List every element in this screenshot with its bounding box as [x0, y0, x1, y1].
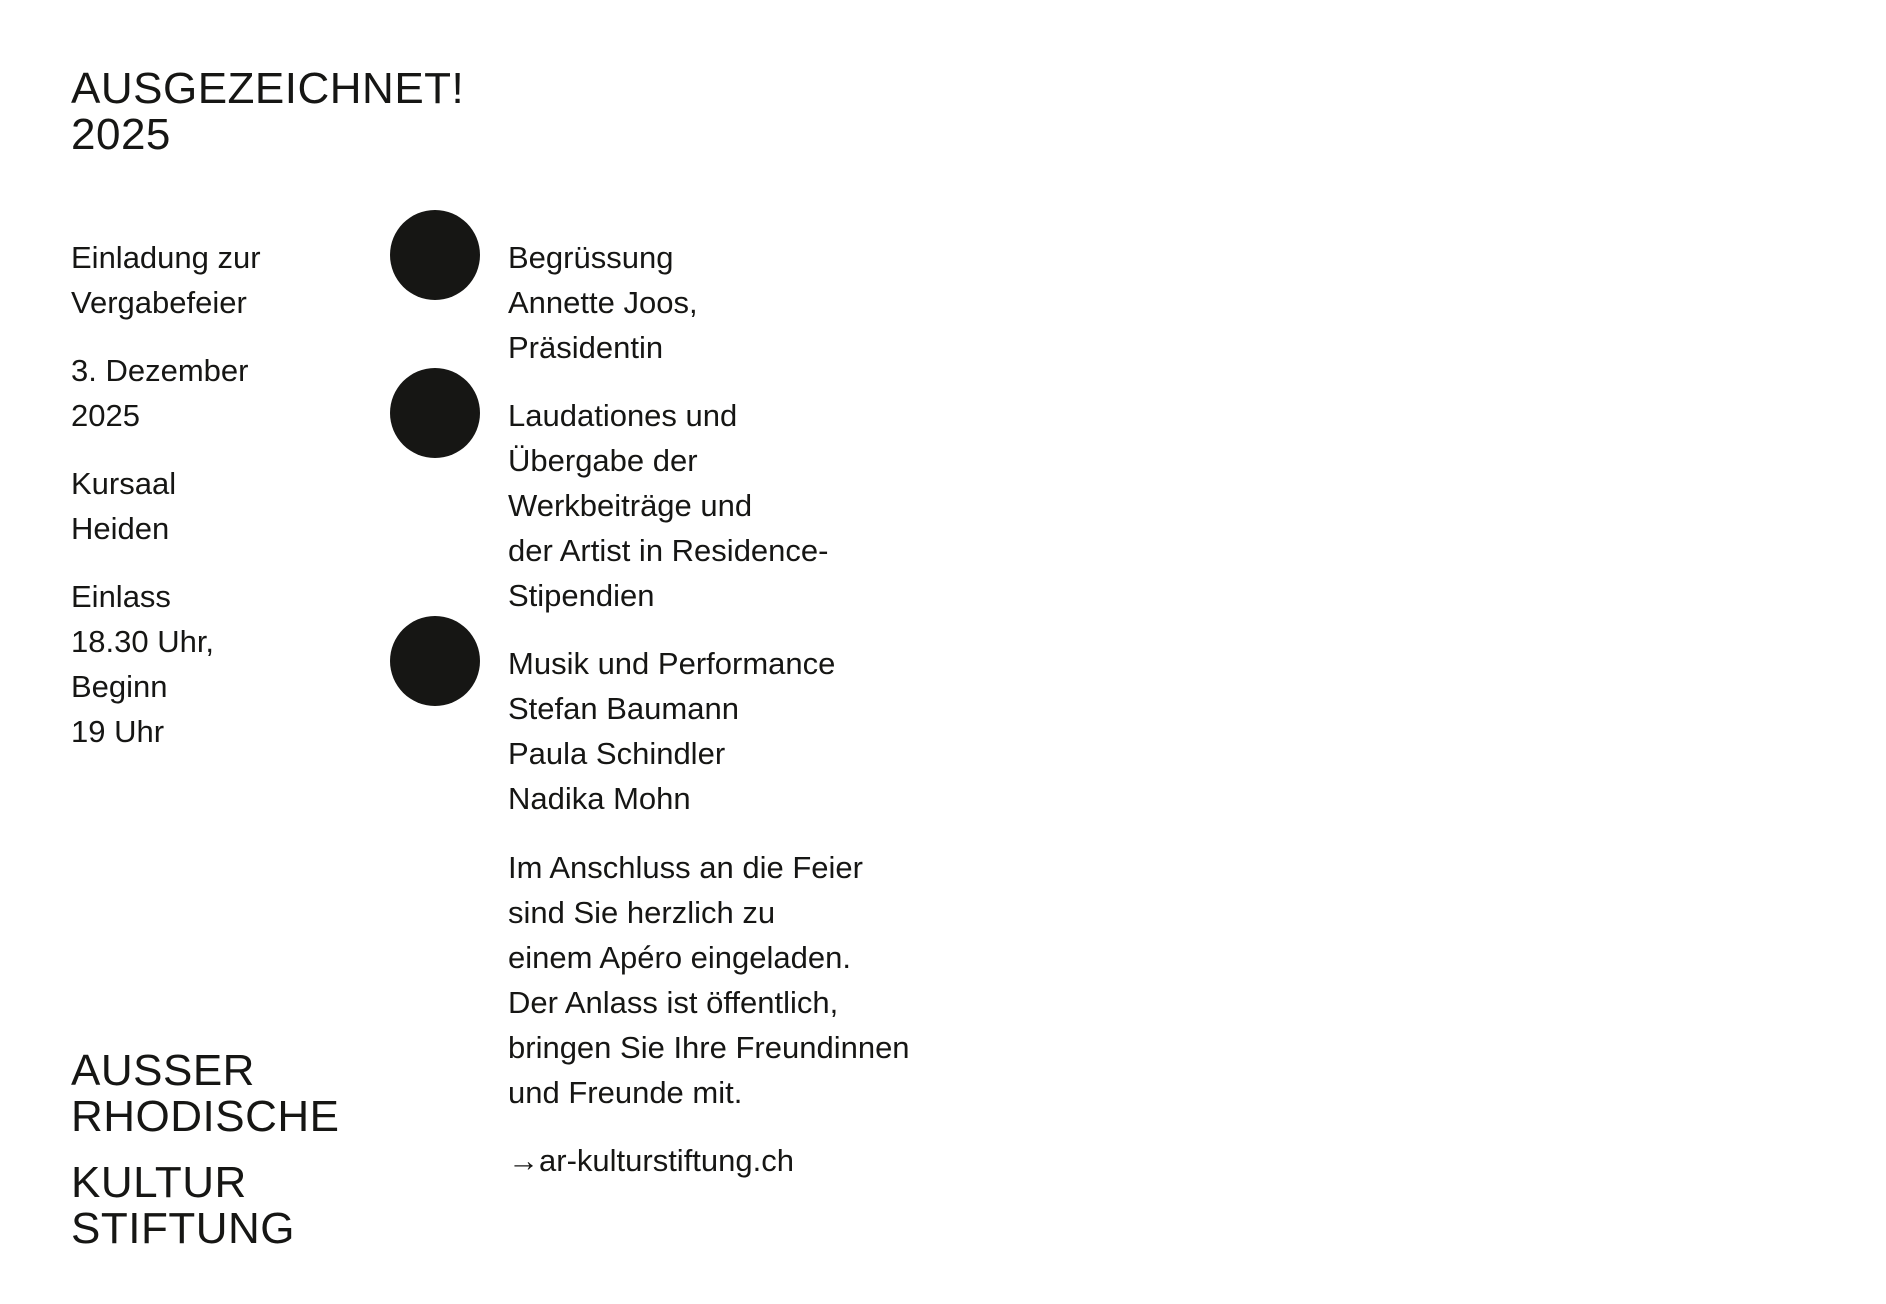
event-times: Einlass 18.30 Uhr, Beginn 19 Uhr — [71, 579, 215, 749]
foundation-logo-bottom: KULTUR STIFTUNG — [71, 1158, 295, 1253]
event-date: 3. Dezember 2025 — [71, 353, 249, 433]
invitation-text: Einladung zur Vergabefeier — [71, 240, 261, 320]
arrow-right-icon: → — [508, 1143, 539, 1178]
bullet-dot-2 — [390, 368, 480, 458]
website-link[interactable] — [508, 1138, 794, 1183]
closing-note: Im Anschluss an die Feier sind Sie herzlich zu einem Apéro eingeladen. Der Anlass ist öffentlich, bringen Sie Ihre Freundinnen und Freunde mit. — [508, 850, 910, 1110]
event-venue: Kursaal Heiden — [71, 466, 177, 546]
bullet-dot-1 — [390, 210, 480, 300]
event-title — [71, 66, 464, 158]
event-title-year: 2025 — [71, 110, 171, 159]
program-item-welcome: Begrüssung Annette Joos, Präsidentin — [508, 240, 698, 365]
program-item-music: Musik und Performance Stefan Baumann Paula Schindler Nadika Mohn — [508, 646, 836, 816]
program-item-awards: Laudationes und Übergabe der Werkbeiträge und der Artist in Residence- Stipendien — [508, 398, 829, 613]
foundation-logo-top: AUSSER RHODISCHE — [71, 1046, 340, 1141]
bullet-dot-3 — [390, 616, 480, 706]
event-info — [71, 235, 261, 777]
event-title-line-1: AUSGEZEICHNET! — [71, 64, 465, 113]
website-link-text: ar-kulturstiftung.ch — [539, 1143, 794, 1178]
